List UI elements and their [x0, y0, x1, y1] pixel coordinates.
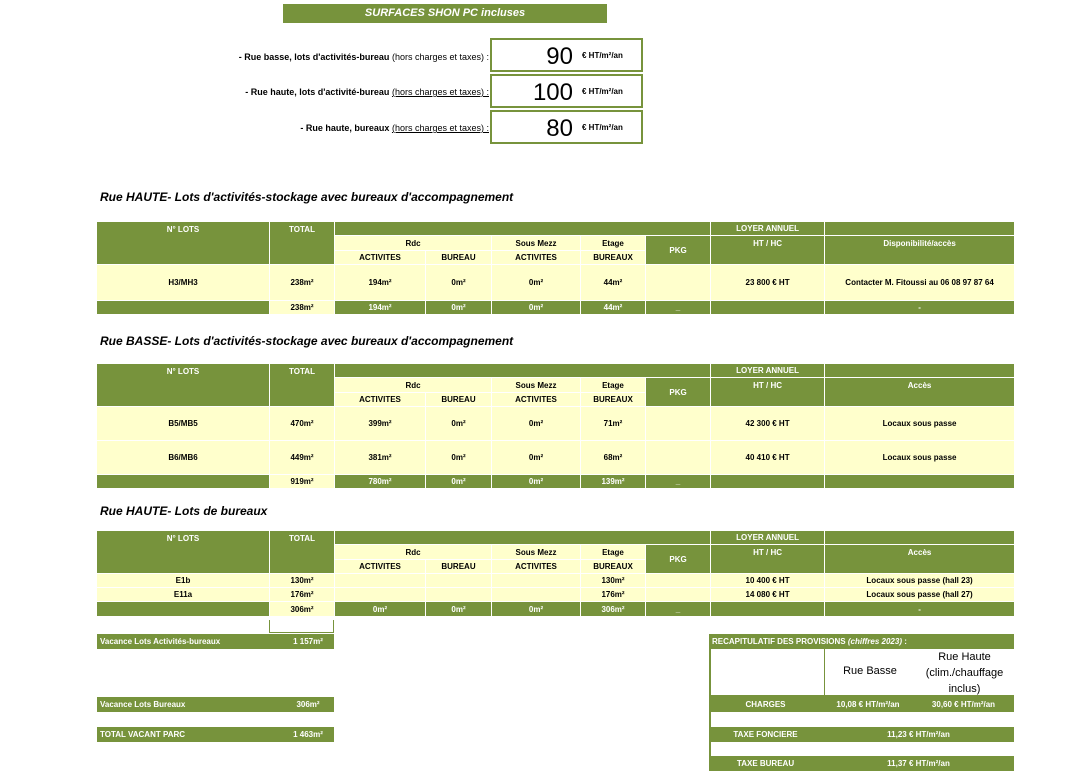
cell-pkg — [646, 265, 711, 301]
header-total: TOTAL — [270, 531, 335, 574]
header-pkg: PKG — [646, 545, 711, 574]
header-bureau: BUREAU — [426, 251, 492, 265]
cell-bur — [426, 588, 492, 602]
header-bureaux: BUREAUX — [581, 251, 646, 265]
header-activites-mezz: ACTIVITES — [492, 393, 581, 407]
header-dispo: Disponibilité/accès — [825, 236, 1015, 265]
header-ht-hc: HT / HC — [711, 378, 825, 407]
table-rue-haute-activites — [96, 221, 1015, 315]
cell-bur: 0m² — [426, 265, 492, 301]
header-pkg: PKG — [646, 378, 711, 407]
recap-title — [709, 634, 1014, 649]
cell-total: 176m² — [270, 588, 335, 602]
recap-taxe-bureau-value: 11,37 € HT/m²/an — [887, 759, 950, 768]
cell-etage: 176m² — [581, 588, 646, 602]
total-pkg: _ — [646, 301, 711, 315]
totals-row — [97, 301, 1015, 315]
header-acces: Accès — [825, 545, 1015, 574]
section-title-rue-basse-activites: Rue BASSE- Lots d'activités-stockage avec bureaux d'accompagnement — [100, 334, 514, 348]
cell-pkg — [646, 441, 711, 475]
cell-empty — [97, 475, 270, 489]
recap-col-haute-line3: inclus) — [948, 683, 981, 695]
summary-value: 306m² — [296, 700, 320, 709]
header-sous-mezz: Sous Mezz — [492, 545, 581, 560]
price-label-note: (hors charges et taxes) : — [391, 52, 489, 62]
totals-row — [97, 602, 1015, 617]
cell-etage: 71m² — [581, 407, 646, 441]
cell-total: 130m² — [270, 574, 335, 588]
header-etage: Etage — [581, 378, 646, 393]
price-label-note: (hors charges et taxes) : — [391, 123, 489, 133]
recap-taxe-bureau-row — [709, 756, 1014, 771]
summary-label: TOTAL VACANT PARC — [100, 730, 186, 739]
cell-loyer: 23 800 € HT — [711, 265, 825, 301]
price-box-rue-basse — [490, 38, 643, 72]
cell-dispo: Locaux sous passe (hall 27) — [825, 588, 1015, 602]
cell-etage: 68m² — [581, 441, 646, 475]
total-etage: 306m² — [581, 602, 646, 617]
cell-mezz: 0m² — [492, 407, 581, 441]
cell-empty — [711, 301, 825, 315]
cell-empty — [97, 301, 270, 315]
table-row — [97, 407, 1015, 441]
total-pkg: _ — [646, 602, 711, 617]
header-lots: N° LOTS — [97, 531, 270, 574]
summary-value: 1 157m² — [293, 637, 323, 646]
section-title-rue-haute-bureaux: Rue HAUTE- Lots de bureaux — [100, 504, 268, 518]
cell-total: 238m² — [270, 265, 335, 301]
price-box-rue-haute-bureaux — [490, 110, 643, 144]
price-box-rue-haute-activite — [490, 74, 643, 108]
header-bureau: BUREAU — [426, 393, 492, 407]
header-spacer — [335, 364, 711, 378]
header-rdc: Rdc — [335, 236, 492, 251]
cell-loyer: 10 400 € HT — [711, 574, 825, 588]
header-spacer — [335, 531, 711, 545]
recap-charges-row — [709, 697, 1014, 712]
header-ht-hc: HT / HC — [711, 545, 825, 574]
cell-lot: H3/MH3 — [97, 265, 270, 301]
header-bureaux: BUREAUX — [581, 560, 646, 574]
recap-taxe-fonciere-label: TAXE FONCIERE — [733, 730, 798, 739]
price-label-rue-haute-activite — [129, 87, 489, 97]
header-ht-hc: HT / HC — [711, 236, 825, 265]
cell-bur: 0m² — [426, 407, 492, 441]
header-etage: Etage — [581, 236, 646, 251]
header-total: TOTAL — [270, 364, 335, 407]
cell-loyer: 42 300 € HT — [711, 407, 825, 441]
cell-lot: B6/MB6 — [97, 441, 270, 475]
total-dispo: - — [825, 301, 1015, 315]
header-spacer — [825, 364, 1015, 378]
header-activites-mezz: ACTIVITES — [492, 560, 581, 574]
cell-total: 470m² — [270, 407, 335, 441]
cell-pkg — [646, 407, 711, 441]
cell-etage: 130m² — [581, 574, 646, 588]
total-total: 919m² — [270, 475, 335, 489]
recap-taxe-fonciere-value: 11,23 € HT/m²/an — [887, 730, 950, 739]
empty-cell — [269, 620, 334, 633]
cell-dispo: Locaux sous passe (hall 23) — [825, 574, 1015, 588]
recap-title-text: RECAPITULATIF DES PROVISIONS — [712, 637, 846, 646]
table-row — [97, 265, 1015, 301]
recap-charges-label: CHARGES — [745, 700, 786, 709]
total-mezz: 0m² — [492, 301, 581, 315]
price-value: 90 — [546, 43, 573, 70]
header-lots: N° LOTS — [97, 364, 270, 407]
header-acces: Accès — [825, 378, 1015, 407]
cell-lot: E1b — [97, 574, 270, 588]
header-activites: ACTIVITES — [335, 251, 426, 265]
total-act: 780m² — [335, 475, 426, 489]
cell-pkg — [646, 574, 711, 588]
total-act: 0m² — [335, 602, 426, 617]
summary-vacance-activites — [97, 634, 334, 649]
total-etage: 44m² — [581, 301, 646, 315]
header-bureau: BUREAU — [426, 560, 492, 574]
recap-charges-haute: 30,60 € HT/m²/an — [931, 700, 996, 709]
cell-act: 399m² — [335, 407, 426, 441]
price-value: 80 — [546, 115, 573, 142]
cell-bur: 0m² — [426, 441, 492, 475]
price-label-text: - Rue haute, bureaux — [300, 123, 390, 133]
cell-total: 449m² — [270, 441, 335, 475]
recap-header-box — [709, 649, 1014, 697]
total-dispo — [825, 475, 1015, 489]
cell-act — [335, 588, 426, 602]
recap-taxe-fonciere-row — [709, 727, 1014, 742]
price-label-rue-basse — [129, 52, 489, 62]
recap-col-haute-line2: (clim./chauffage — [925, 667, 1004, 679]
cell-empty — [711, 602, 825, 617]
header-spacer — [825, 531, 1015, 545]
cell-bur — [426, 574, 492, 588]
table-rue-haute-bureaux — [96, 530, 1015, 617]
cell-pkg — [646, 588, 711, 602]
total-pkg: _ — [646, 475, 711, 489]
total-act: 194m² — [335, 301, 426, 315]
cell-act — [335, 574, 426, 588]
summary-label: Vacance Lots Bureaux — [100, 700, 186, 709]
header-rdc: Rdc — [335, 545, 492, 560]
cell-etage: 44m² — [581, 265, 646, 301]
summary-label: Vacance Lots Activités-bureaux — [100, 637, 221, 646]
table-row — [97, 574, 1015, 588]
totals-row — [97, 475, 1015, 489]
price-unit: € HT/m²/an — [582, 87, 623, 96]
header-pkg: PKG — [646, 236, 711, 265]
header-loyer: LOYER ANNUEL — [711, 364, 825, 378]
table-row — [97, 588, 1015, 602]
header-activites: ACTIVITES — [335, 560, 426, 574]
page-banner: SURFACES SHON PC incluses — [283, 4, 607, 23]
cell-mezz: 0m² — [492, 441, 581, 475]
summary-value: 1 463m² — [293, 730, 323, 739]
cell-empty — [97, 602, 270, 617]
cell-lot: B5/MB5 — [97, 407, 270, 441]
price-label-rue-haute-bureaux — [129, 123, 489, 133]
cell-mezz: 0m² — [492, 265, 581, 301]
recap-spacer — [709, 712, 1014, 727]
header-sous-mezz: Sous Mezz — [492, 236, 581, 251]
header-loyer: LOYER ANNUEL — [711, 222, 825, 236]
total-mezz: 0m² — [492, 602, 581, 617]
recap-col-haute-line1: Rue Haute — [938, 651, 991, 663]
section-title-rue-haute-activites: Rue HAUTE- Lots d'activités-stockage avec bureaux d'accompagnement — [100, 190, 514, 204]
cell-dispo: Contacter M. Fitoussi au 06 08 97 87 64 — [825, 265, 1015, 301]
header-activites-mezz: ACTIVITES — [492, 251, 581, 265]
recap-col-basse: Rue Basse — [843, 665, 897, 677]
recap-title-note: (chiffres 2023) — [847, 637, 902, 646]
total-mezz: 0m² — [492, 475, 581, 489]
cell-dispo: Locaux sous passe — [825, 407, 1015, 441]
cell-act: 381m² — [335, 441, 426, 475]
recap-taxe-bureau-label: TAXE BUREAU — [736, 759, 795, 768]
total-etage: 139m² — [581, 475, 646, 489]
total-bur: 0m² — [426, 602, 492, 617]
cell-act: 194m² — [335, 265, 426, 301]
price-label-note: (hors charges et taxes) : — [391, 87, 489, 97]
price-label-text: - Rue haute, lots d'activité-bureau — [245, 87, 390, 97]
cell-loyer: 40 410 € HT — [711, 441, 825, 475]
header-loyer: LOYER ANNUEL — [711, 531, 825, 545]
header-spacer — [825, 222, 1015, 236]
price-unit: € HT/m²/an — [582, 51, 623, 60]
recap-col-haute — [915, 649, 1014, 697]
cell-lot: E11a — [97, 588, 270, 602]
cell-dispo: Locaux sous passe — [825, 441, 1015, 475]
table-row — [97, 441, 1015, 475]
price-value: 100 — [532, 79, 573, 106]
recap-charges-basse: 10,08 € HT/m²/an — [836, 700, 900, 709]
header-rdc: Rdc — [335, 378, 492, 393]
table-rue-basse-activites — [96, 363, 1015, 489]
header-etage: Etage — [581, 545, 646, 560]
price-label-text: - Rue basse, lots d'activités-bureau — [238, 52, 390, 62]
total-bur: 0m² — [426, 475, 492, 489]
summary-vacance-bureaux — [97, 697, 334, 712]
cell-mezz — [492, 588, 581, 602]
recap-title-suffix: : — [901, 637, 907, 646]
total-total: 306m² — [270, 602, 335, 617]
summary-total-vacant — [97, 727, 334, 742]
total-total: 238m² — [270, 301, 335, 315]
header-bureaux: BUREAUX — [581, 393, 646, 407]
header-spacer — [335, 222, 711, 236]
recap-spacer — [709, 742, 1014, 756]
header-activites: ACTIVITES — [335, 393, 426, 407]
cell-loyer: 14 080 € HT — [711, 588, 825, 602]
header-sous-mezz: Sous Mezz — [492, 378, 581, 393]
price-unit: € HT/m²/an — [582, 123, 623, 132]
total-dispo: - — [825, 602, 1015, 617]
header-lots: N° LOTS — [97, 222, 270, 265]
cell-mezz — [492, 574, 581, 588]
header-total: TOTAL — [270, 222, 335, 265]
cell-empty — [711, 475, 825, 489]
total-bur: 0m² — [426, 301, 492, 315]
